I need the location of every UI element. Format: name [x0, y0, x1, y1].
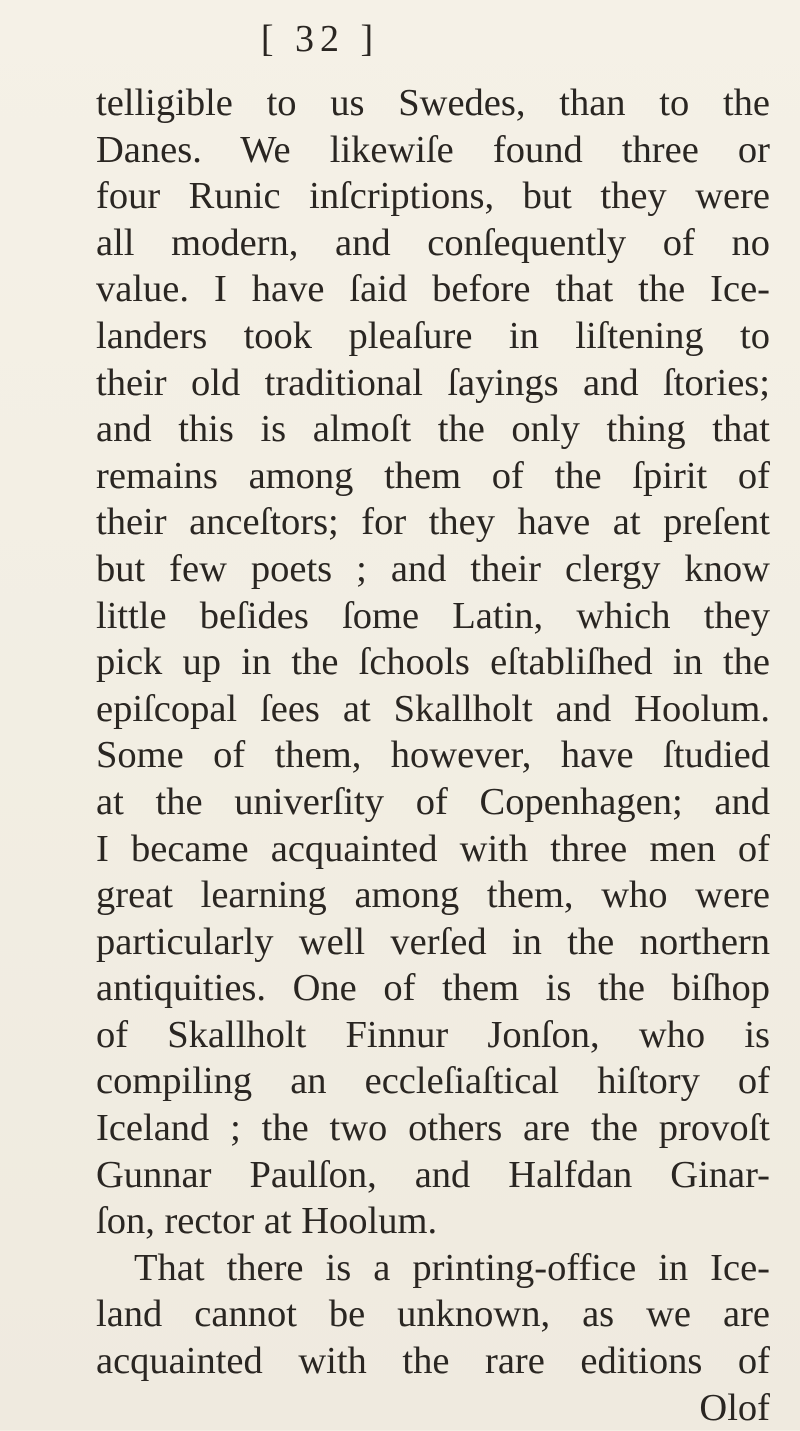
text-line: their anceſtors; for they have at preſent — [96, 501, 770, 544]
text-line: land cannot be unknown, as we are — [96, 1293, 770, 1336]
text-line: little beſides ſome Latin, which they — [96, 594, 770, 637]
text-line: epiſcopal ſees at Skallholt and Hoolum. — [96, 687, 770, 730]
text-line: That there is a printing-office in Ice- — [134, 1246, 770, 1289]
text-line: great learning among them, who were — [96, 874, 770, 917]
text-line: at the univerſity of Copenhagen; and — [96, 780, 770, 823]
text-line: I became acquainted with three men of — [96, 827, 770, 870]
page-number: [ 32 ] — [260, 18, 380, 60]
text-line: four Runic inſcriptions, but they were — [96, 175, 770, 218]
text-line: Some of them, however, have ſtudied — [96, 734, 770, 777]
text-line: pick up in the ſchools eſtabliſhed in the — [96, 641, 770, 684]
text-line: antiquities. One of them is the biſhop — [96, 967, 770, 1010]
text-line: but few poets ; and their clergy know — [96, 547, 770, 590]
catchword: Olof — [699, 1386, 770, 1429]
text-line: of Skallholt Finnur Jonſon, who is — [96, 1013, 770, 1056]
text-line: Gunnar Paulſon, and Halfdan Ginar- — [96, 1153, 770, 1196]
text-line: particularly well verſed in the northern — [96, 920, 770, 963]
text-line: acquainted with the rare editions of — [96, 1340, 770, 1383]
text-line: Iceland ; the two others are the provoſt — [96, 1107, 770, 1150]
text-line: all modern, and conſequently of no — [96, 221, 770, 264]
text-line: Danes. We likewiſe found three or — [96, 128, 770, 171]
text-line: landers took pleaſure in liſtening to — [96, 314, 770, 357]
text-line: value. I have ſaid before that the Ice- — [96, 268, 770, 311]
text-line: their old traditional ſayings and ſtories; — [96, 361, 770, 404]
text-line: remains among them of the ſpirit of — [96, 454, 770, 497]
text-line: compiling an eccleſiaſtical hiſtory of — [96, 1060, 770, 1103]
body-text — [96, 80, 770, 1431]
text-line: and this is almoſt the only thing that — [96, 408, 770, 451]
text-line: telligible to us Swedes, than to the — [96, 82, 770, 124]
text-line: ſon, rector at Hoolum. — [96, 1200, 438, 1243]
